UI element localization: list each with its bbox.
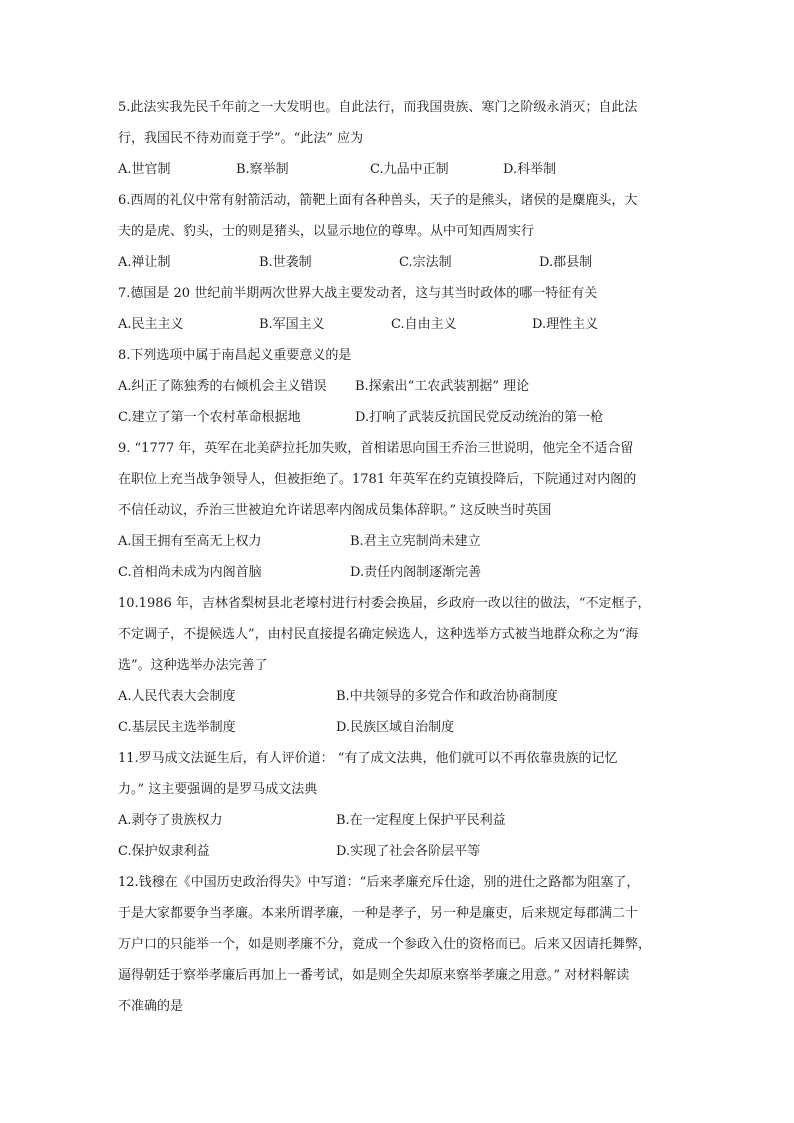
option-row (118, 563, 678, 583)
option-d: D.民族区域自治制度 (336, 720, 455, 735)
question-stem (118, 98, 678, 149)
stem-line: 9. “1777 年，英军在北美萨拉托加失败，首相诺思向国王乔治三世说明，他完全不适合留 (118, 441, 634, 456)
option-a: A.剥夺了贵族权力 (118, 813, 223, 828)
stem-line: 不准确的是 (118, 999, 184, 1014)
option-row (118, 718, 678, 738)
question-9 (118, 439, 678, 583)
question-stem (118, 749, 678, 800)
stem-line: 选”。这种选举办法完善了 (118, 658, 268, 673)
stem-line: 12.钱穆在《中国历史政治得失》中写道：“后来孝廉充斥仕途，别的进仕之路都为阻塞了， (118, 875, 640, 890)
question-7 (118, 284, 678, 335)
stem-line: 6.西周的礼仪中常有射箭活动，箭靶上面有各种兽头，天子的是熊头，诸侯的是麋鹿头，大 (118, 193, 638, 208)
option-a: A.民主主义 (118, 317, 184, 332)
option-b: B.世袭制 (259, 255, 312, 270)
question-stem (118, 191, 678, 242)
stem-line: 逼得朝廷于察举孝廉后再加上一番考试，如是则全失却原来察举孝廉之用意。” 对材料解读 (118, 968, 630, 983)
option-b: B.君主立宪制尚未建立 (350, 534, 481, 549)
stem-line: 行，我国民不待劝而竟于学”。“此法” 应为 (118, 131, 364, 146)
stem-line: 万户口的只能举一个，如是则孝廉不分，竟成一个参政入仕的资格而已。后来又因请托舞弊， (118, 937, 652, 952)
stem-line: 夫的是虎、豹头，士的则是猪头，以显示地位的尊卑。从中可知西周实行 (118, 224, 535, 239)
option-b: B.军国主义 (259, 317, 325, 332)
option-d: D.理性主义 (532, 317, 599, 332)
question-stem (118, 346, 678, 366)
option-row (118, 811, 678, 831)
stem-line: 不定调子，不提候选人”，由村民直接提名确定候选人，这种选举方式被当地群众称之为“海 (118, 627, 639, 642)
question-12 (118, 873, 678, 1017)
question-5 (118, 98, 678, 180)
option-row (118, 315, 678, 335)
option-a: A.禅让制 (118, 255, 171, 270)
question-6 (118, 191, 678, 273)
option-row (118, 377, 678, 397)
option-row (118, 687, 678, 707)
option-row (118, 253, 678, 273)
option-c: C.首相尚未成为内阁首脑 (118, 565, 262, 580)
option-d: D.科举制 (503, 162, 557, 177)
option-row (118, 532, 678, 552)
stem-line: 在职位上充当战争领导人，但被拒绝了。1781 年英军在约克镇投降后，下院通过对内阁的 (118, 472, 637, 487)
question-10 (118, 594, 678, 738)
option-b: B.探索出“工农武装割据” 理论 (355, 379, 530, 394)
option-row (118, 160, 678, 180)
question-stem (118, 284, 678, 304)
option-b: B.在一定程度上保护平民利益 (336, 813, 506, 828)
stem-line: 于是大家都要争当孝廉。本来所谓孝廉，一种是孝子，另一种是廉吏，后来规定每郡满二十 (118, 906, 639, 921)
option-c: C.基层民主选举制度 (118, 720, 236, 735)
option-d: D.打响了武装反抗国民党反动统治的第一枪 (355, 410, 604, 425)
option-a: A.世官制 (118, 162, 171, 177)
question-stem (118, 873, 678, 1017)
option-c: C.九品中正制 (370, 162, 449, 177)
option-row (118, 408, 678, 428)
question-11 (118, 749, 678, 862)
exam-page (118, 98, 678, 1017)
option-c: C.自由主义 (391, 317, 457, 332)
option-c: C.建立了第一个农村革命根据地 (118, 410, 301, 425)
option-b: B.中共领导的多党合作和政治协商制度 (336, 689, 558, 704)
option-row (118, 842, 678, 862)
option-c: C.宗法制 (399, 255, 452, 270)
option-d: D.实现了社会各阶层平等 (336, 844, 481, 859)
option-d: D.郡县制 (539, 255, 593, 270)
stem-line: 7.德国是 20 世纪前半期两次世界大战主要发动者，这与其当时政体的哪一特征有关 (118, 286, 598, 301)
stem-line: 8.下列选项中属于南昌起义重要意义的是 (118, 348, 352, 363)
question-stem (118, 439, 678, 521)
option-d: D.责任内阁制逐渐完善 (350, 565, 482, 580)
stem-line: 5.此法实我先民千年前之一大发明也。自此法行，而我国贵族、寒门之阶级永消灭；自此法 (118, 100, 638, 115)
option-c: C.保护奴隶利益 (118, 844, 210, 859)
stem-line: 11.罗马成文法诞生后，有人评价道： “有了成文法典，他们就可以不再依靠贵族的记忆 (118, 751, 618, 766)
stem-line: 10.1986 年，吉林省梨树县北老壕村进行村委会换届，乡政府一改以往的做法，“不定框子， (118, 596, 651, 611)
option-a: A.人民代表大会制度 (118, 689, 236, 704)
option-b: B.察举制 (236, 162, 289, 177)
stem-line: 不信任动议，乔治三世被迫允许诺思率内阁成员集体辞职。” 这反映当时英国 (118, 503, 552, 518)
question-8 (118, 346, 678, 428)
option-a: A.国王拥有至高无上权力 (118, 534, 262, 549)
stem-line: 力。” 这主要强调的是罗马成文法典 (118, 782, 318, 797)
question-stem (118, 594, 678, 676)
option-a: A.纠正了陈独秀的右倾机会主义错误 (118, 379, 327, 394)
